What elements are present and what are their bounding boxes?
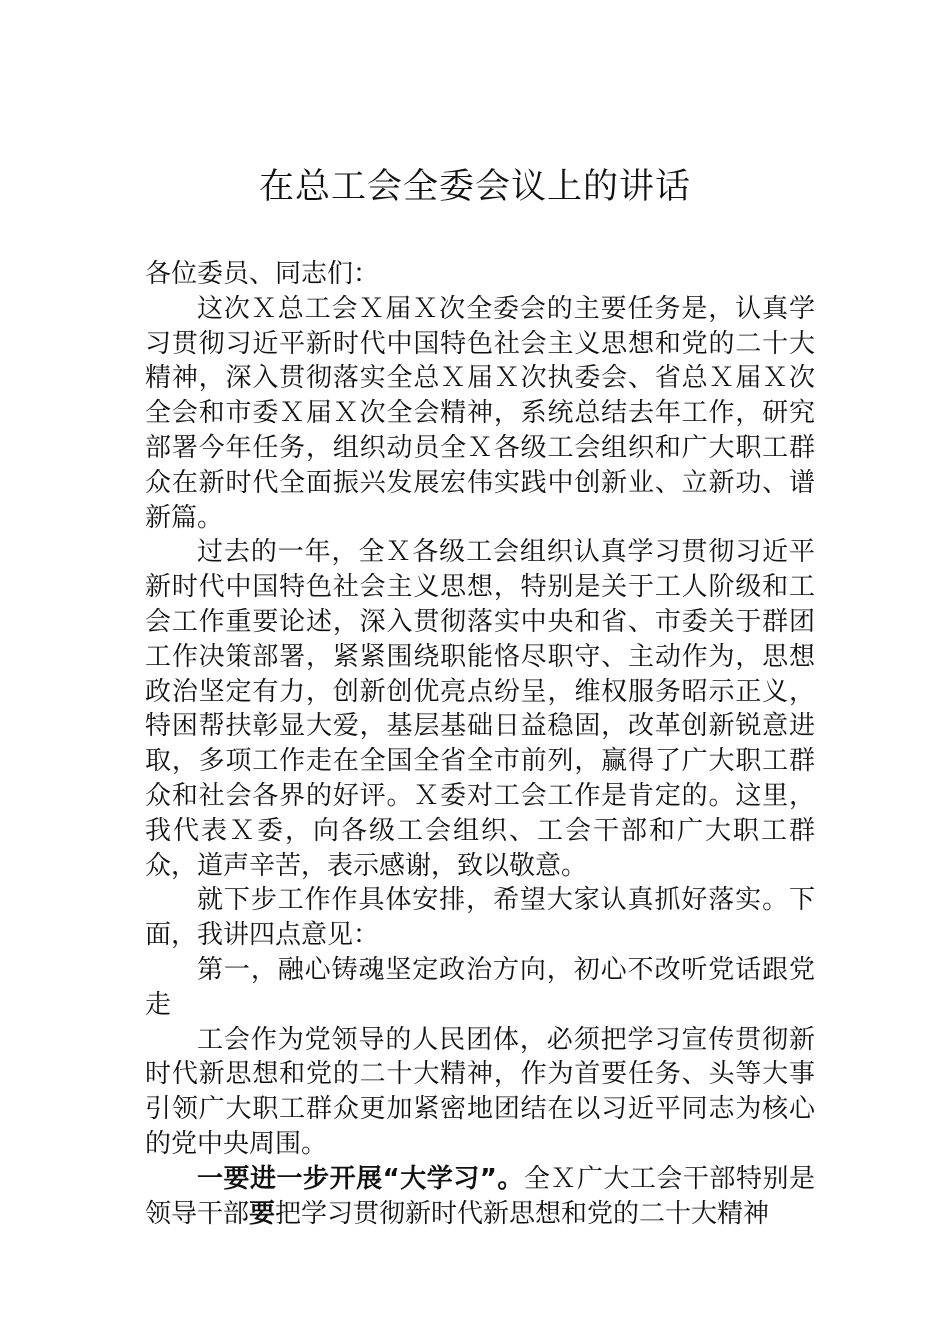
section-heading-one: 第一，融心铸魂坚定政治方向，初心不改听党话跟党走 bbox=[145, 954, 815, 1020]
text-segment: 全Ｘ广大工会干部特别是领导干部 bbox=[145, 1163, 815, 1229]
bold-lead: 一要进一步开展“大学习”。 bbox=[197, 1163, 524, 1194]
bold-word: 要 bbox=[249, 1198, 276, 1229]
paragraph-review: 过去的一年，全Ｘ各级工会组织认真学习贯彻习近平新时代中国特色社会主义思想，特别是关于工人阶级和工会工作重要论述，深入贯彻落实中央和省、市委关于群团工作决策部署，紧紧围绕职能恪尽职守、主动作为，思想政治坚定有力，创新创优亮点纷呈，维权服务昭示正义，特困帮扶彰显大爱，基层基础日益稳固，改革创新锐意进取，多项工作走在全国全省全市前列，赢得了广大职工群众和社会各界的好评。Ｘ委对工会工作是肯定的。这里，我代表Ｘ委，向各级工会组织、工会干部和广大职工群众，道声辛苦，表示感谢，致以敬意。 bbox=[145, 537, 815, 881]
paragraph-intro: 就下步工作作具体安排，希望大家认真抓好落实。下面，我讲四点意见： bbox=[145, 885, 815, 951]
document-title: 在总工会全委会议上的讲话 bbox=[258, 167, 691, 207]
paragraph-task: 这次Ｘ总工会Ｘ届Ｘ次全委会的主要任务是，认真学习贯彻习近平新时代中国特色社会主义思想和党的二十大精神，深入贯彻落实全总Ｘ届Ｘ次执委会、省总Ｘ届Ｘ次全会和市委Ｘ届Ｘ次全会精神，系统总结去年工作，研究部署今年任务，组织动员全Ｘ各级工会组织和广大职工群众在新时代全面振兴发展宏伟实践中创新业、立新功、谱新篇。 bbox=[145, 293, 815, 533]
salutation: 各位委员、同志们： bbox=[145, 259, 380, 289]
text-segment: 把学习贯彻新时代新思想和党的二十大精神 bbox=[275, 1198, 770, 1229]
paragraph-union-role: 工会作为党领导的人民团体，必须把学习宣传贯彻新时代新思想和党的二十大精神，作为首要任务、头等大事引领广大职工群众更加紧密地团结在以习近平同志为核心的党中央周围。 bbox=[145, 1024, 815, 1159]
document-body bbox=[145, 257, 815, 1231]
paragraph-big-study bbox=[145, 1162, 815, 1232]
